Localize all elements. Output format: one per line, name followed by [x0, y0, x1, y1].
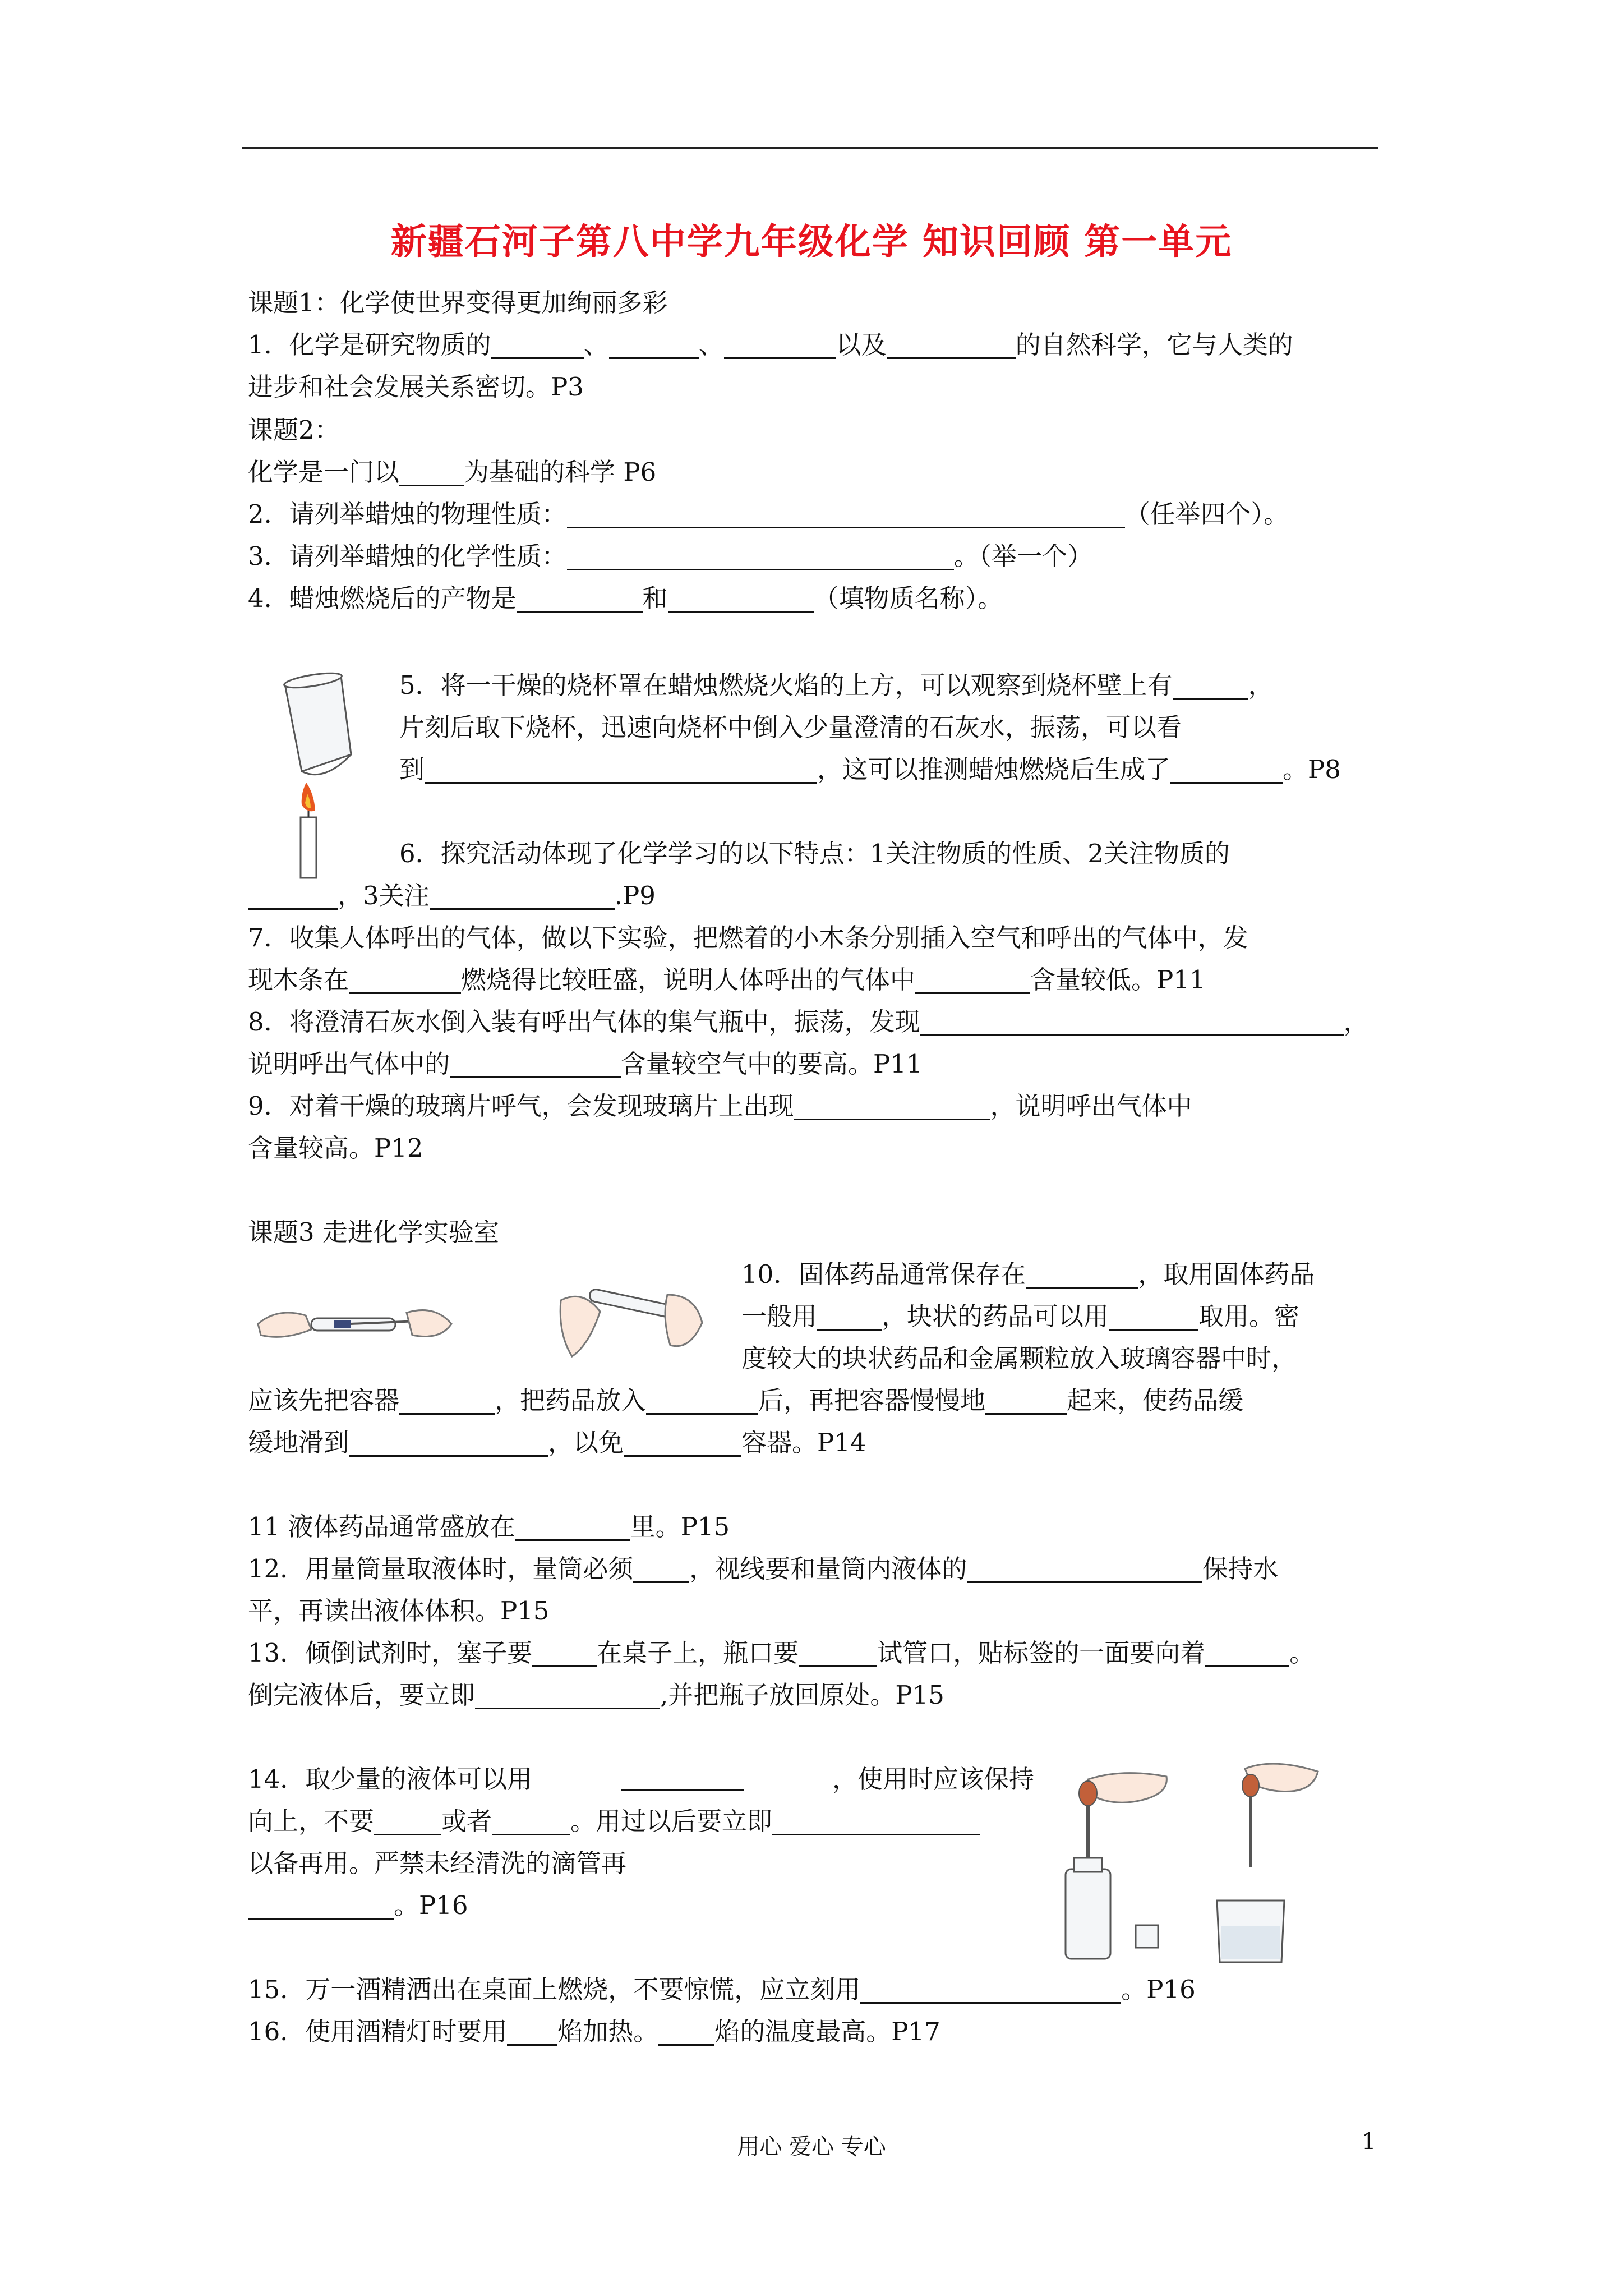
answer-blank[interactable]: [517, 585, 643, 613]
answer-blank[interactable]: [668, 585, 814, 613]
answer-blank[interactable]: [860, 1976, 1121, 2004]
answer-blank[interactable]: [450, 1050, 621, 1078]
answer-blank[interactable]: [430, 882, 615, 910]
answer-blank[interactable]: [248, 1892, 394, 1920]
question-5-line-3: 到 ，这可以推测蜡烛燃烧后生成了 。P8: [399, 754, 1341, 784]
test-tube-horizontal-illustration: [255, 1290, 457, 1358]
question-10-line-1: 10．固体药品通常保存在 ，取用固体药品: [741, 1259, 1315, 1289]
page-footer: 用心 爱心 专心: [737, 2134, 886, 2160]
answer-blank[interactable]: [624, 1429, 741, 1457]
beaker-icon: [283, 670, 351, 775]
answer-blank[interactable]: [399, 458, 464, 486]
answer-blank[interactable]: [1205, 1639, 1289, 1667]
flame-icon: [302, 783, 315, 811]
header-rule: [242, 147, 1378, 149]
left-hand-icon: [560, 1296, 600, 1356]
page-number: 1: [1362, 2129, 1376, 2155]
answer-blank[interactable]: [491, 331, 584, 359]
answer-blank[interactable]: [515, 1513, 630, 1541]
question-4: 4．蜡烛燃烧后的产物是 和 （填物质名称）。: [248, 583, 1003, 613]
question-13-line-2: 倒完液体后，要立即 ,并把瓶子放回原处。P15: [248, 1680, 944, 1710]
dropper-beaker-illustration: [1211, 1755, 1324, 1968]
answer-blank[interactable]: [1026, 1260, 1138, 1289]
answer-blank[interactable]: [794, 1092, 990, 1120]
answer-blank[interactable]: [609, 331, 699, 359]
question-7-line-2: 现木条在 燃烧得比较旺盛，说明人体呼出的气体中 含量较低。P11: [248, 965, 1206, 995]
question-15: 15．万一酒精洒出在桌面上燃烧，不要惊慌，应立刻用 。P16: [248, 1975, 1196, 2004]
candle-icon: [301, 811, 316, 878]
answer-blank[interactable]: [567, 500, 1125, 528]
answer-blank[interactable]: [1109, 1303, 1198, 1331]
question-11: 11 液体药品通常盛放在 里。P15: [248, 1512, 730, 1542]
answer-blank[interactable]: [633, 1555, 689, 1583]
question-9-line-1: 9．对着干燥的玻璃片呼气，会发现玻璃片上出现 ，说明呼出气体中: [248, 1091, 1192, 1121]
stopper-icon: [1136, 1925, 1158, 1948]
question-10-line-3: 度较大的块状药品和金属颗粒放入玻璃容器中时，: [741, 1343, 1297, 1373]
dropper-bottle-illustration: [1054, 1763, 1178, 1964]
answer-blank[interactable]: [349, 966, 461, 994]
hand-icon: [1088, 1773, 1166, 1803]
answer-blank[interactable]: [507, 2018, 557, 2046]
test-tube-tilted-illustration: [555, 1278, 707, 1362]
answer-blank[interactable]: [887, 331, 1016, 359]
question-6-line-1: 6．探究活动体现了化学学习的以下特点：1关注物质的性质、2关注物质的: [399, 839, 1230, 868]
answer-blank[interactable]: [799, 1639, 877, 1667]
question-2: 2．请列举蜡烛的物理性质： （任举四个）。: [248, 499, 1289, 529]
question-3: 3．请列举蜡烛的化学性质： 。（举一个）: [248, 541, 1093, 571]
candle-beaker-illustration: [268, 670, 363, 881]
answer-blank[interactable]: [532, 1639, 597, 1667]
question-9-line-2: 含量较高。P12: [248, 1133, 423, 1163]
left-hand-icon: [258, 1313, 311, 1337]
question-8-line-2: 说明呼出气体中的 含量较空气中的要高。P11: [248, 1049, 923, 1079]
answer-blank[interactable]: [772, 1807, 980, 1835]
section-2-intro: 化学是一门以 为基础的科学 P6: [248, 457, 657, 487]
answer-blank[interactable]: [349, 1429, 548, 1457]
answer-blank[interactable]: [967, 1555, 1202, 1583]
section-title-2: 课题2：: [248, 415, 340, 445]
question-7-line-1: 7．收集人体呼出的气体，做以下实验，把燃着的小木条分别插入空气和呼出的气体中，发: [248, 923, 1248, 953]
answer-blank[interactable]: [621, 1763, 744, 1791]
answer-blank[interactable]: [475, 1681, 660, 1709]
answer-blank[interactable]: [985, 1387, 1067, 1415]
question-14-line-1: 14．取少量的液体可以用 ，使用时应该保持: [248, 1763, 1034, 1796]
question-5-line-1: 5．将一干燥的烧杯罩在蜡烛燃烧火焰的上方，可以观察到烧杯壁上有 ，: [399, 670, 1274, 700]
dropper-icon: [1242, 1774, 1259, 1867]
question-10-line-2: 一般用 ，块状的药品可以用 取用。密: [741, 1301, 1300, 1331]
answer-blank[interactable]: [1170, 756, 1283, 784]
right-hand-icon: [665, 1295, 702, 1346]
answer-blank[interactable]: [1173, 671, 1248, 700]
answer-blank[interactable]: [658, 2018, 714, 2046]
question-14-line-4: 。P16: [248, 1889, 468, 1922]
question-12-line-1: 12．用量筒量取液体时，量筒必须 ，视线要和量筒内液体的 保持水: [248, 1554, 1279, 1584]
answer-blank[interactable]: [724, 331, 836, 359]
question-12-line-2: 平，再读出液体体积。P15: [248, 1596, 550, 1626]
question-8-line-1: 8．将澄清石灰水倒入装有呼出气体的集气瓶中，振荡，发现 ，: [248, 1007, 1369, 1037]
answer-blank[interactable]: [248, 882, 338, 910]
question-1-line-1: 1．化学是研究物质的 、 、 以及 的自然科学，它与人类的: [248, 330, 1293, 360]
question-13-line-1: 13．倾倒试剂时，塞子要 在桌子上，瓶口要 试管口，贴标签的一面要向着 。: [248, 1638, 1315, 1668]
answer-blank[interactable]: [399, 1387, 495, 1415]
question-14-line-3: 以备再用。严禁未经清洗的滴管再: [248, 1848, 627, 1878]
answer-blank[interactable]: [425, 756, 817, 784]
answer-blank[interactable]: [915, 966, 1030, 994]
beaker-icon: [1217, 1901, 1284, 1962]
question-10-line-4: 应该先把容器 ，把药品放入 后，再把容器慢慢地 起来，使药品缓: [248, 1386, 1244, 1415]
answer-blank[interactable]: [920, 1008, 1344, 1036]
question-1-line-2: 进步和社会发展关系密切。P3: [248, 372, 584, 402]
section-title-1: 课题1：化学使世界变得更加绚丽多彩: [248, 288, 668, 318]
answer-blank[interactable]: [817, 1303, 882, 1331]
section-title-3: 课题3 走进化学实验室: [248, 1217, 499, 1247]
bottle-icon: [1066, 1858, 1110, 1959]
question-16: 16．使用酒精灯时要用 焰加热。 焰的温度最高。P17: [248, 2017, 940, 2046]
page-title: 新疆石河子第八中学九年级化学 知识回顾 第一单元: [390, 222, 1233, 263]
question-5-line-2: 片刻后取下烧杯，迅速向烧杯中倒入少量澄清的石灰水，振荡，可以看: [399, 712, 1182, 742]
answer-blank[interactable]: [374, 1807, 441, 1835]
answer-blank[interactable]: [646, 1387, 758, 1415]
answer-blank[interactable]: [567, 542, 954, 570]
question-6-line-2: ，3关注 .P9: [248, 879, 656, 913]
question-14-line-2: 向上，不要 或者 。用过以后要立即: [248, 1805, 980, 1838]
question-10-line-5: 缓地滑到 ，以免 容器。P14: [248, 1428, 866, 1457]
right-hand-icon: [407, 1310, 451, 1337]
answer-blank[interactable]: [492, 1807, 570, 1835]
